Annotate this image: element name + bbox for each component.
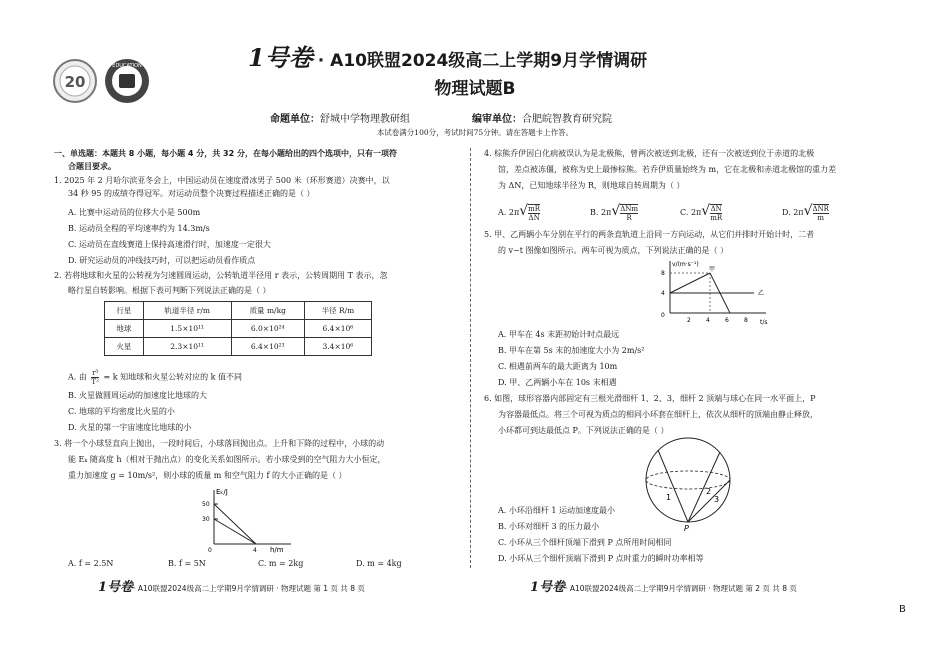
q3-option-c: C. m = 2kg	[258, 559, 304, 568]
x-axis-label: t/s	[760, 319, 768, 326]
rod-label: 2	[706, 487, 712, 496]
q2-stem-cont: 略行星自转影响。根据下表可判断下列说法正确的是（ ）	[68, 286, 271, 295]
q4-option-c: C. 2π√ $\frac{\Delta N}{mR}$	[680, 203, 723, 222]
table-cell: 火星	[105, 338, 144, 356]
q2-option-c: C. 地球的平均密度比火星的小	[68, 407, 175, 416]
x-tick-label: 0	[208, 547, 212, 554]
label-jia: 甲	[709, 266, 716, 273]
q5-option-b: B. 甲车在第 5s 末的加速度大小为 2m/s²	[498, 346, 645, 355]
x-tick-label: 2	[687, 317, 691, 324]
q4-options	[498, 198, 838, 224]
q4-option-d: D. 2π√ ΔNR m	[782, 203, 829, 222]
q1-option-b: B. 运动员全程的平均速率约为 14.3m/s	[68, 224, 210, 233]
table-row	[105, 338, 372, 356]
jia-line-rise	[670, 273, 710, 293]
q3-stem-cont: 能 Eₖ 随高度 h（相对于抛出点）的变化关系如图所示。若小球受到的空气阻力大小恒定，	[68, 455, 386, 464]
table-cell: 6.4×10⁶	[304, 320, 371, 338]
x-tick-label: 6	[725, 317, 729, 324]
page-title: · A10联盟2024级高二上学期9月学情调研	[317, 51, 648, 71]
q5-option-a: A. 甲车在 4s 末距初始计时点最远	[498, 330, 620, 339]
reviewer-line: 编审单位：合肥皖智教育研究院	[472, 114, 612, 125]
table-header-row	[105, 302, 372, 320]
exam-note: 本试卷满分100分，考试时间75分钟。请在答题卡上作答。	[376, 128, 574, 137]
table-row	[105, 320, 372, 338]
q1-option-a: A. 比赛中运动员的位移大小是 500m	[68, 208, 201, 217]
equator-ellipse	[646, 471, 730, 489]
q5-option-c: C. 相遇前两车的最大距离为 10m	[498, 362, 618, 371]
q5-option-d: D. 甲、乙两辆小车在 10s 末相遇	[498, 378, 617, 387]
svg-text:EDUCATION: EDUCATION	[112, 63, 142, 69]
rod-label: 1	[666, 493, 672, 502]
q6-option-a: A. 小环沿细杆 1 运动加速度最小	[498, 506, 616, 515]
q6-stem-cont: 为容器最低点。将三个可视为质点的相同小环套在细杆上，依次从细杆的顶端由静止释放，	[498, 410, 818, 419]
rod-label: 3	[714, 495, 720, 504]
fraction-numerator: r³	[92, 369, 99, 377]
x-axis-label: h/m	[270, 546, 284, 554]
page-subtitle: 物理试题B	[434, 79, 516, 99]
fraction-denominator: T²	[91, 378, 99, 386]
q4-stem-cont2: 为 ΔN，已知地球半径为 R，则地球自转周期为（ ）	[498, 181, 685, 190]
proposer-line: 命题单位：舒城中学物理教研组	[270, 114, 410, 125]
table-header: 半径 R/m	[304, 302, 371, 320]
q2-option-a: A. 由 $\frac{\text{r³}}{\text{T²}}$ = k 知地球和火星公转对应的 k 值不同	[68, 369, 243, 386]
q6-option-b: B. 小环对细杆 3 的压力最小	[498, 522, 600, 531]
q4-option-a: A. 2π√ $\frac{mR}{\Delta N}$	[498, 203, 541, 222]
y-tick-label: 8	[661, 270, 665, 277]
q1-option-c: C. 运动员在直线赛道上保持高速滑行时，加速度一定很大	[68, 240, 271, 249]
y-axis-label: Eₖ/J	[216, 488, 228, 496]
q6-option-d: D. 小环从三个细杆顶端下滑到 P 点时重力的瞬时功率相等	[498, 554, 704, 563]
q3-stem-cont2: 重力加速度 g = 10m/s²，则小球的质量 m 和空气阻力 f 的大小正确的是（ ）	[68, 471, 347, 480]
x-tick-label: 8	[744, 317, 748, 324]
x-tick-label: 4	[253, 547, 257, 554]
table-cell: 6.0×10²⁴	[231, 320, 304, 338]
q3-option-a: A. f = 2.5N	[68, 559, 114, 568]
q2-option-d: D. 火星的第一宇宙速度比地球的小	[68, 423, 192, 432]
planet-table	[104, 301, 372, 356]
label-yi: 乙	[758, 290, 765, 297]
table-cell: 地球	[105, 320, 144, 338]
q4-option-b: B. 2π√ ΔNm R	[590, 203, 639, 222]
brand-mark: 1号卷	[248, 43, 313, 72]
y-tick-label: 50	[202, 501, 210, 508]
section-heading: 一、单选题：本题共 8 小题，每小题 4 分，共 32 分，在每小题给出的四个选项中，只有一项符	[54, 149, 397, 158]
svg-text:20: 20	[64, 73, 86, 91]
section-heading-cont: 合题目要求。	[68, 162, 116, 171]
table-header: 轨道半径 r/m	[143, 302, 231, 320]
y-axis-label: v/(m·s⁻¹)	[672, 261, 699, 268]
q2-option-b: B. 火星做圆周运动的加速度比地球的大	[68, 391, 207, 400]
table-header: 质量 m/kg	[231, 302, 304, 320]
ek-h-graph	[196, 484, 306, 556]
q3-option-b: B. f = 5N	[168, 559, 206, 568]
y-tick-label: 30	[202, 516, 210, 523]
column-divider	[470, 148, 471, 568]
footer-right: 1号卷· A10联盟2024级高二上学期9月学情调研 · 物理试题 第 2 页 共 8 页	[530, 580, 797, 595]
x-tick-label: 4	[706, 317, 710, 324]
q1-stem-cont: 34 秒 95 的成绩夺得冠军。对运动员整个决赛过程描述正确的是（ ）	[68, 189, 315, 198]
rod-1	[658, 450, 688, 522]
table-cell: 6.4×10²³	[231, 338, 304, 356]
y-tick-label: 0	[661, 312, 665, 319]
q5-stem-cont: 的 v−t 图像如图所示。两车可视为质点，下列说法正确的是（ ）	[498, 246, 729, 255]
q3-stem: 3. 将一个小球竖直向上抛出，一段时间后，小球落回抛出点。上升和下降的过程中，小球的动	[54, 439, 385, 448]
y-tick-label: 4	[661, 290, 665, 297]
descent-line	[214, 504, 256, 544]
version-mark: B	[899, 604, 906, 615]
q6-option-c: C. 小环从三个细杆顶端下滑到 P 点所用时间相同	[498, 538, 672, 547]
table-header: 行星	[105, 302, 144, 320]
sphere-diagram	[640, 436, 740, 532]
q4-stem: 4. 棕熊乔伊因白化病被误认为是北极熊，曾两次被送到北极，还有一次被送到位于赤道的北极	[484, 149, 815, 158]
footer-left: 1号卷· A10联盟2024级高二上学期9月学情调研 · 物理试题 第 1 页 共 8 页	[98, 580, 365, 595]
q1-option-d: D. 研究运动员的冲线技巧时，可以把运动员看作质点	[68, 256, 256, 265]
v-t-graph	[654, 257, 774, 327]
point-p-label: P	[684, 524, 689, 532]
q6-stem: 6. 如图，球形容器内部固定有三根光滑细杆 1、2、3，细杆 2 顶端与球心在同一水平面上，P	[484, 394, 816, 403]
q3-option-d: D. m = 4kg	[356, 559, 402, 568]
table-cell: 3.4×10⁶	[304, 338, 371, 356]
table-cell: 1.5×10¹¹	[143, 320, 231, 338]
q2-stem: 2. 若将地球和火星的公转视为匀速圆周运动，公转轨道半径用 r 表示，公转周期用 T 表示，忽	[54, 271, 388, 280]
ascent-line	[214, 519, 256, 544]
q1-stem: 1. 2025 年 2 月哈尔滨亚冬会上，中国运动员在速度滑冰男子 500 米（环形赛道）决赛中，以	[54, 176, 390, 185]
q6-stem-cont2: 小环都可到达最低点 P。下列说法正确的是（ ）	[498, 426, 669, 435]
table-cell: 2.3×10¹¹	[143, 338, 231, 356]
q4-stem-cont: 馆，差点被冻僵，被称为史上最惨棕熊。若乔伊质量始终为 m，它在北极和赤道北极馆的重力差	[498, 165, 837, 174]
q5-stem: 5. 甲、乙两辆小车分别在平行的两条直轨道上沿同一方向运动，从它们并排时开始计时，二者	[484, 230, 815, 239]
